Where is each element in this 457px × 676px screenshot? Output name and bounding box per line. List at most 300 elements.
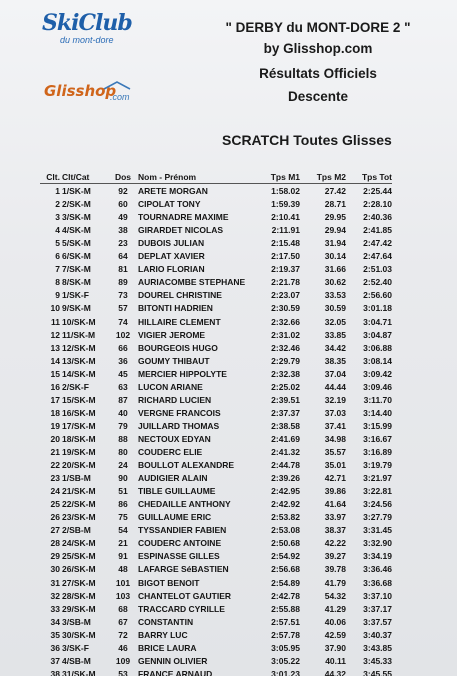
cell-time-m2: 54.32 xyxy=(324,590,346,601)
cell-time-m2: 41.64 xyxy=(324,499,346,510)
cell-time-total: 3:40.37 xyxy=(363,629,392,640)
cell-time-m1: 2:30.59 xyxy=(271,303,300,314)
cell-name: NECTOUX EDYAN xyxy=(138,433,211,444)
cell-category-rank: 4/SK-M xyxy=(62,225,91,236)
cell-bib: 102 xyxy=(115,329,131,340)
cell-bib: 48 xyxy=(118,564,128,575)
cell-time-m2: 35.57 xyxy=(324,447,346,457)
skiclub-logo-subtext: du mont-dore xyxy=(60,35,114,45)
cell-rank: 1 xyxy=(55,186,60,196)
cell-time-total: 3:45.55 xyxy=(363,668,392,676)
cell-time-m1: 2:54.92 xyxy=(271,551,300,562)
cell-bib: 40 xyxy=(118,407,128,418)
cell-time-total: 3:04.71 xyxy=(363,316,392,327)
cell-time-total: 3:32.90 xyxy=(363,538,392,549)
cell-bib: 60 xyxy=(118,199,128,210)
cell-rank: 36 xyxy=(50,642,60,653)
cell-name: GIRARDET NICOLAS xyxy=(138,225,223,236)
cell-bib: 109 xyxy=(115,655,131,666)
cell-time-m1: 2:53.08 xyxy=(271,525,300,536)
col-name: Nom - Prénom xyxy=(138,172,197,182)
cell-rank: 8 xyxy=(55,277,60,288)
cell-name: LUCON ARIANE xyxy=(138,381,203,392)
table-row xyxy=(0,277,457,290)
cell-rank: 11 xyxy=(51,316,60,327)
cell-rank: 14 xyxy=(50,355,60,366)
cell-bib: 87 xyxy=(118,394,128,405)
cell-time-m1: 3:05.95 xyxy=(271,642,300,653)
cell-name: LARIO FLORIAN xyxy=(138,264,205,275)
cell-time-m2: 40.11 xyxy=(325,655,346,666)
table-row xyxy=(0,656,457,669)
cell-rank: 25 xyxy=(50,499,60,510)
cell-bib: 79 xyxy=(118,420,128,431)
cell-time-total: 2:41.85 xyxy=(363,225,392,236)
cell-category-rank: 27/SK-M xyxy=(62,577,96,588)
cell-time-total: 3:37.57 xyxy=(363,616,392,627)
cell-time-total: 3:31.45 xyxy=(363,525,392,536)
cell-bib: 38 xyxy=(118,225,128,236)
cell-category-rank: 3/SK-F xyxy=(62,642,89,653)
cell-time-m2: 39.78 xyxy=(324,564,346,575)
cell-time-m2: 30.59 xyxy=(324,303,346,314)
table-row xyxy=(0,630,457,643)
cell-category-rank: 12/SK-M xyxy=(62,342,96,353)
cell-name: MERCIER HIPPOLYTE xyxy=(138,368,227,379)
table-row xyxy=(0,225,457,238)
cell-time-m2: 42.22 xyxy=(324,538,346,549)
cell-time-total: 3:14.40 xyxy=(363,407,392,418)
cell-bib: 73 xyxy=(118,290,128,301)
cell-time-m2: 41.79 xyxy=(324,577,346,588)
cell-rank: 21 xyxy=(50,447,60,457)
cell-rank: 10 xyxy=(50,303,60,314)
cell-time-m2: 39.86 xyxy=(324,486,346,497)
cell-bib: 57 xyxy=(118,303,128,314)
cell-category-rank: 29/SK-M xyxy=(62,603,96,614)
cell-rank: 13 xyxy=(50,342,60,353)
cell-time-m1: 2:10.41 xyxy=(271,212,300,223)
table-row xyxy=(0,499,457,512)
category-title: SCRATCH Toutes Glisses xyxy=(222,132,392,148)
cell-time-total: 3:37.10 xyxy=(363,590,392,601)
cell-bib: 89 xyxy=(118,277,128,288)
cell-time-m1: 2:44.78 xyxy=(271,460,300,471)
table-row xyxy=(0,264,457,277)
col-clt: Clt. xyxy=(46,172,60,182)
cell-time-total: 3:06.88 xyxy=(363,342,392,353)
table-row xyxy=(0,564,457,577)
col-total: Tps Tot xyxy=(361,172,392,182)
cell-time-m2: 30.62 xyxy=(324,277,346,288)
cell-bib: 66 xyxy=(118,342,128,353)
table-row xyxy=(0,604,457,617)
cell-bib: 64 xyxy=(118,251,128,262)
cell-name: TRACCARD CYRILLE xyxy=(138,603,225,614)
cell-time-m1: 2:32.46 xyxy=(271,342,300,353)
table-row xyxy=(0,303,457,316)
cell-time-total: 3:43.85 xyxy=(363,642,392,653)
cell-rank: 19 xyxy=(50,420,60,431)
cell-category-rank: 4/SB-M xyxy=(62,655,91,666)
cell-bib: 49 xyxy=(118,212,128,223)
table-row xyxy=(0,317,457,330)
cell-time-m1: 2:42.78 xyxy=(271,590,300,601)
cell-name: CIPOLAT TONY xyxy=(138,199,201,210)
cell-time-m1: 2:15.48 xyxy=(271,238,300,249)
cell-category-rank: 11/SK-M xyxy=(62,329,96,340)
cell-name: CONSTANTIN xyxy=(138,616,194,627)
cell-time-m2: 42.71 xyxy=(324,473,346,484)
cell-rank: 16 xyxy=(50,381,60,392)
cell-time-total: 3:16.89 xyxy=(363,447,392,457)
cell-category-rank: 14/SK-M xyxy=(62,368,96,379)
table-row xyxy=(0,290,457,303)
cell-category-rank: 5/SK-M xyxy=(62,238,91,249)
cell-rank: 33 xyxy=(50,603,60,614)
cell-time-m2: 42.59 xyxy=(324,629,346,640)
cell-time-m1: 2:55.88 xyxy=(271,603,300,614)
cell-bib: 24 xyxy=(118,460,128,471)
cell-bib: 23 xyxy=(118,238,128,249)
table-row xyxy=(0,330,457,343)
cell-bib: 86 xyxy=(118,499,128,510)
cell-time-m2: 30.14 xyxy=(324,251,346,262)
event-sponsor: by Glisshop.com xyxy=(263,41,373,56)
cell-bib: 67 xyxy=(118,616,128,627)
cell-rank: 17 xyxy=(50,394,60,405)
cell-name: GENNIN OLIVIER xyxy=(138,655,208,666)
cell-time-m1: 2:39.26 xyxy=(271,473,300,484)
table-row xyxy=(0,434,457,447)
cell-name: RICHARD LUCIEN xyxy=(138,394,212,405)
skiclub-logo-text: SkiClub xyxy=(42,10,132,36)
cell-time-m2: 33.97 xyxy=(324,512,346,523)
cell-name: BOULLOT ALEXANDRE xyxy=(138,460,235,471)
cell-name: GOUMY THIBAUT xyxy=(138,355,210,366)
cell-time-m2: 37.04 xyxy=(324,368,346,379)
table-row xyxy=(0,578,457,591)
cell-time-m2: 29.95 xyxy=(324,212,346,223)
cell-time-m2: 37.41 xyxy=(324,420,346,431)
cell-name: DEPLAT XAVIER xyxy=(138,251,205,262)
cell-time-total: 3:01.18 xyxy=(363,303,392,314)
cell-rank: 38 xyxy=(50,668,60,676)
col-m1: Tps M1 xyxy=(270,172,300,182)
cell-bib: 74 xyxy=(118,316,128,327)
table-row xyxy=(0,538,457,551)
cell-category-rank: 6/SK-M xyxy=(62,251,91,262)
cell-rank: 15 xyxy=(50,368,60,379)
cell-category-rank: 26/SK-M xyxy=(62,564,96,575)
cell-time-m1: 2:32.38 xyxy=(271,368,300,379)
cell-bib: 92 xyxy=(118,186,128,196)
cell-bib: 81 xyxy=(118,264,128,275)
cell-name: CHEDAILLE ANTHONY xyxy=(138,499,231,510)
cell-time-total: 3:08.14 xyxy=(363,355,392,366)
cell-time-m1: 2:21.78 xyxy=(271,277,300,288)
table-row xyxy=(0,447,457,460)
cell-time-m2: 38.37 xyxy=(324,525,346,536)
table-row xyxy=(0,199,457,212)
cell-category-rank: 28/SK-M xyxy=(62,590,96,601)
cell-name: AURIACOMBE STEPHANE xyxy=(138,277,246,288)
cell-time-m1: 2:56.68 xyxy=(271,564,300,575)
cell-rank: 7 xyxy=(55,264,60,275)
col-clt-cat: Clt/Cat xyxy=(62,172,90,182)
cell-time-m2: 29.94 xyxy=(324,225,346,236)
cell-time-m1: 3:01.23 xyxy=(271,668,300,676)
table-row xyxy=(0,212,457,225)
cell-category-rank: 3/SK-M xyxy=(62,212,91,223)
cell-rank: 34 xyxy=(50,616,60,627)
table-row xyxy=(0,369,457,382)
cell-bib: 90 xyxy=(118,473,128,484)
cell-category-rank: 10/SK-M xyxy=(62,316,96,327)
cell-time-m1: 2:37.37 xyxy=(271,407,300,418)
cell-bib: 91 xyxy=(118,551,128,562)
col-m2: Tps M2 xyxy=(316,172,346,182)
table-row xyxy=(0,525,457,538)
cell-name: BOURGEOIS HUGO xyxy=(138,342,218,353)
cell-category-rank: 19/SK-M xyxy=(62,447,96,457)
cell-time-m1: 2:25.02 xyxy=(271,381,300,392)
table-row xyxy=(0,551,457,564)
cell-time-total: 2:56.60 xyxy=(363,290,392,301)
table-row xyxy=(0,382,457,395)
cell-time-m1: 2:17.50 xyxy=(271,251,300,262)
cell-time-m2: 38.35 xyxy=(324,355,346,366)
table-row xyxy=(0,395,457,408)
cell-time-total: 3:27.79 xyxy=(363,512,392,523)
cell-name: VERGNE FRANCOIS xyxy=(138,407,221,418)
cell-category-rank: 2/SK-M xyxy=(62,199,91,210)
cell-rank: 35 xyxy=(50,629,60,640)
cell-time-m2: 31.94 xyxy=(324,238,346,249)
cell-time-m1: 2:19.37 xyxy=(271,264,300,275)
cell-time-m1: 2:42.92 xyxy=(271,499,300,510)
cell-time-m1: 2:57.78 xyxy=(271,629,300,640)
cell-category-rank: 17/SK-M xyxy=(62,420,96,431)
cell-time-m1: 2:41.69 xyxy=(271,433,300,444)
cell-time-total: 2:40.36 xyxy=(363,212,392,223)
cell-name: CHANTELOT GAUTIER xyxy=(138,590,232,601)
table-row xyxy=(0,617,457,630)
table-header xyxy=(0,172,457,183)
cell-category-rank: 1/SB-M xyxy=(62,473,91,484)
table-row xyxy=(0,460,457,473)
cell-name: BRICE LAURA xyxy=(138,642,197,653)
cell-time-total: 3:22.81 xyxy=(363,486,392,497)
table-row xyxy=(0,186,457,199)
cell-name: TIBLE GUILLAUME xyxy=(138,486,216,497)
cell-time-m2: 44.32 xyxy=(324,668,346,676)
cell-time-m1: 2:32.66 xyxy=(271,316,300,327)
cell-bib: 101 xyxy=(115,577,131,588)
cell-time-total: 3:09.46 xyxy=(363,381,392,392)
cell-time-m2: 40.06 xyxy=(324,616,346,627)
table-row xyxy=(0,473,457,486)
glisshop-logo-text: Glisshop xyxy=(44,82,117,100)
cell-time-m1: 2:53.82 xyxy=(271,512,300,523)
cell-time-total: 3:37.17 xyxy=(363,603,392,614)
cell-time-m1: 2:50.68 xyxy=(271,538,300,549)
table-row xyxy=(0,251,457,264)
cell-time-total: 2:28.10 xyxy=(363,199,392,210)
cell-rank: 27 xyxy=(50,525,60,536)
cell-bib: 46 xyxy=(118,642,128,653)
cell-time-total: 3:09.42 xyxy=(363,368,392,379)
table-row xyxy=(0,356,457,369)
table-row xyxy=(0,591,457,604)
cell-rank: 29 xyxy=(50,551,60,562)
cell-time-total: 3:04.87 xyxy=(363,329,392,340)
cell-name: DUBOIS JULIAN xyxy=(138,238,205,249)
cell-time-m1: 1:59.39 xyxy=(271,199,300,210)
cell-rank: 6 xyxy=(55,251,60,262)
cell-bib: 68 xyxy=(118,603,128,614)
cell-time-total: 3:11.70 xyxy=(363,394,392,405)
cell-bib: 72 xyxy=(118,629,128,640)
skiclub-logo xyxy=(42,10,132,46)
table-row xyxy=(0,408,457,421)
cell-time-total: 2:25.44 xyxy=(363,186,392,196)
cell-time-total: 3:36.68 xyxy=(363,577,392,588)
cell-bib: 54 xyxy=(118,525,128,536)
cell-rank: 23 xyxy=(50,473,60,484)
cell-time-m2: 35.01 xyxy=(324,460,346,471)
cell-rank: 3 xyxy=(55,212,60,223)
cell-time-m1: 2:38.58 xyxy=(271,420,300,431)
cell-bib: 88 xyxy=(118,433,128,444)
cell-time-m2: 27.42 xyxy=(324,186,346,196)
cell-name: VIGIER JEROME xyxy=(138,329,206,340)
cell-name: DOUREL CHRISTINE xyxy=(138,290,222,301)
cell-category-rank: 15/SK-M xyxy=(62,394,96,405)
cell-time-m2: 39.27 xyxy=(324,551,346,562)
cell-bib: 51 xyxy=(118,486,128,497)
cell-category-rank: 31/SK-M xyxy=(62,668,96,676)
cell-rank: 5 xyxy=(55,238,60,249)
cell-time-m2: 32.05 xyxy=(324,316,346,327)
cell-time-m1: 2:42.95 xyxy=(271,486,300,497)
cell-rank: 4 xyxy=(55,225,60,236)
glisshop-logo-subtext: .com xyxy=(110,92,130,102)
table-row xyxy=(0,343,457,356)
cell-name: TYSSANDIER FABIEN xyxy=(138,525,227,536)
cell-name: GUILLAUME ERIC xyxy=(138,512,212,523)
cell-time-m1: 2:41.32 xyxy=(271,447,300,457)
cell-rank: 32 xyxy=(50,590,60,601)
cell-name: BIGOT BENOIT xyxy=(138,577,200,588)
cell-time-m2: 44.44 xyxy=(324,381,346,392)
cell-time-m2: 33.53 xyxy=(324,290,346,301)
event-title: " DERBY du MONT-DORE 2 " xyxy=(225,20,411,35)
table-row xyxy=(0,512,457,525)
cell-time-total: 2:47.42 xyxy=(363,238,392,249)
cell-rank: 24 xyxy=(50,486,60,497)
cell-bib: 36 xyxy=(118,355,128,366)
cell-rank: 30 xyxy=(50,564,60,575)
cell-category-rank: 16/SK-M xyxy=(62,407,96,418)
cell-name: FRANCE ARNAUD xyxy=(138,668,213,676)
cell-rank: 26 xyxy=(50,512,60,523)
cell-time-m1: 2:57.51 xyxy=(271,616,300,627)
cell-rank: 2 xyxy=(55,199,60,210)
cell-rank: 20 xyxy=(50,433,60,444)
cell-name: COUDERC ELIE xyxy=(138,447,203,457)
cell-time-m1: 2:54.89 xyxy=(271,577,300,588)
cell-time-m1: 1:58.02 xyxy=(271,186,300,196)
cell-time-total: 3:45.33 xyxy=(363,655,392,666)
cell-category-rank: 13/SK-M xyxy=(62,355,96,366)
cell-time-m2: 34.98 xyxy=(324,433,346,444)
cell-category-rank: 25/SK-M xyxy=(62,551,96,562)
cell-bib: 63 xyxy=(118,381,128,392)
cell-time-total: 3:34.19 xyxy=(363,551,392,562)
cell-name: TOURNADRE MAXIME xyxy=(138,212,229,223)
table-row xyxy=(0,669,457,676)
cell-category-rank: 2/SK-F xyxy=(62,381,89,392)
cell-time-total: 2:47.64 xyxy=(363,251,392,262)
cell-name: JUILLARD THOMAS xyxy=(138,420,220,431)
cell-bib: 21 xyxy=(118,538,128,549)
cell-category-rank: 8/SK-M xyxy=(62,277,91,288)
cell-rank: 12 xyxy=(50,329,60,340)
cell-category-rank: 21/SK-M xyxy=(62,486,96,497)
cell-bib: 103 xyxy=(115,590,131,601)
results-heading: Résultats Officiels xyxy=(259,66,377,81)
cell-bib: 45 xyxy=(118,368,128,379)
cell-time-total: 3:36.46 xyxy=(363,564,392,575)
cell-category-rank: 7/SK-M xyxy=(62,264,91,275)
cell-category-rank: 30/SK-M xyxy=(62,629,96,640)
cell-category-rank: 2/SB-M xyxy=(62,525,91,536)
table-row xyxy=(0,238,457,251)
cell-time-m1: 2:31.02 xyxy=(271,329,300,340)
cell-time-total: 2:52.40 xyxy=(363,277,392,288)
cell-category-rank: 23/SK-M xyxy=(62,512,96,523)
cell-time-m2: 41.29 xyxy=(324,603,346,614)
cell-time-m2: 28.71 xyxy=(324,199,346,210)
cell-rank: 22 xyxy=(50,460,60,471)
cell-time-total: 2:51.03 xyxy=(363,264,392,275)
cell-bib: 75 xyxy=(118,512,128,523)
cell-category-rank: 22/SK-M xyxy=(62,499,96,510)
cell-rank: 18 xyxy=(50,407,60,418)
cell-category-rank: 9/SK-M xyxy=(62,303,91,314)
cell-bib: 53 xyxy=(118,668,128,676)
cell-name: ESPINASSE GILLES xyxy=(138,551,220,562)
cell-name: COUDERC ANTOINE xyxy=(138,538,222,549)
cell-time-m2: 33.85 xyxy=(324,329,346,340)
cell-time-total: 3:19.79 xyxy=(363,460,392,471)
cell-time-total: 3:21.97 xyxy=(363,473,392,484)
discipline: Descente xyxy=(287,89,349,104)
cell-name: LAFARGE SéBASTIEN xyxy=(138,564,229,575)
cell-time-m1: 2:23.07 xyxy=(271,290,300,301)
glisshop-logo xyxy=(44,78,144,104)
cell-time-total: 3:16.67 xyxy=(363,433,392,444)
cell-time-m1: 3:05.22 xyxy=(271,655,300,666)
table-row xyxy=(0,421,457,434)
cell-time-m1: 2:11.91 xyxy=(271,225,300,236)
cell-bib: 80 xyxy=(118,447,128,457)
cell-name: AUDIGIER ALAIN xyxy=(138,473,208,484)
cell-time-m2: 34.42 xyxy=(324,342,346,353)
cell-time-m2: 32.19 xyxy=(324,394,346,405)
cell-time-total: 3:15.99 xyxy=(363,420,392,431)
